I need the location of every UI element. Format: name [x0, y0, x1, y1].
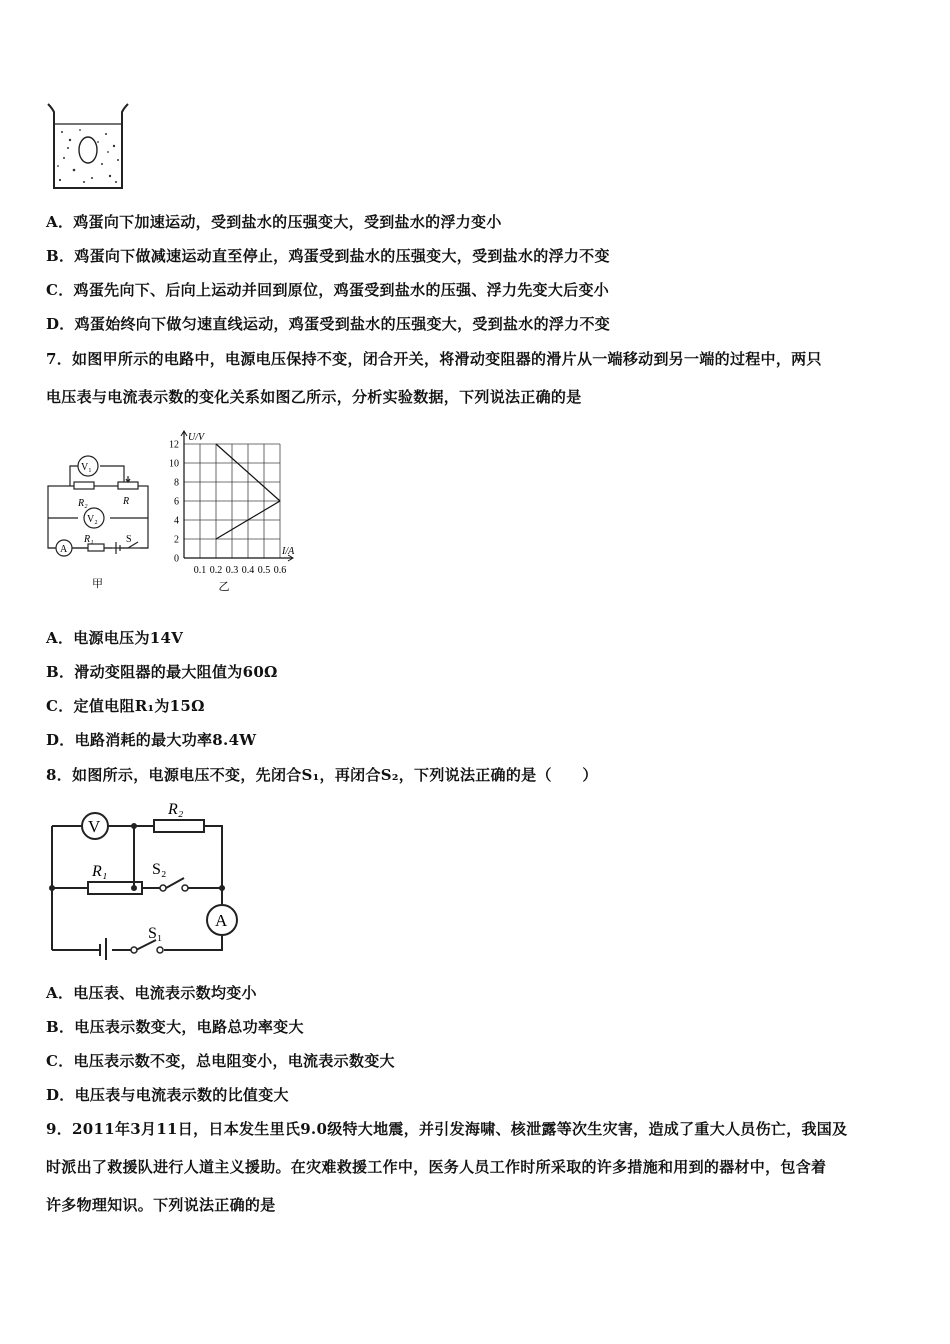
q8-option-a: A．电压表、电流表示数均变小 [46, 984, 257, 1002]
y-tick-label: 12 [169, 439, 179, 451]
y-tick-label: 2 [174, 534, 179, 546]
q7-r1-label: R₁ [84, 534, 94, 545]
q7-option-c: C．定值电阻R₁为15Ω [46, 697, 205, 715]
q7-circuit-caption: 甲 [92, 578, 103, 590]
q7-r2-label: R₂ [78, 498, 88, 509]
q6-option-b: B．鸡蛋向下做减速运动直至停止，鸡蛋受到盐水的压强变大，受到盐水的浮力不变 [46, 247, 610, 265]
q6-option-d: D．鸡蛋始终向下做匀速直线运动，鸡蛋受到盐水的压强变大，受到盐水的浮力不变 [46, 315, 611, 333]
q7-option-d: D．电路消耗的最大功率8.4W [46, 731, 257, 749]
q8-stem: 8．如图所示，电源电压不变，先闭合S₁，再闭合S₂，下列说法正确的是（ ） [46, 766, 598, 784]
q8-r1-label: R₁ [92, 863, 108, 880]
q8-option-b: B．电压表示数变大，电路总功率变大 [46, 1018, 304, 1036]
x-tick-label: 0.5 [257, 565, 271, 576]
y-tick-label: 6 [174, 496, 179, 508]
q7-graph-caption: 乙 [218, 581, 230, 593]
q7-option-b: B．滑动变阻器的最大阻值为60Ω [46, 663, 278, 681]
y-axis-label: U/V [188, 432, 205, 443]
q9-line2: 时派出了救援队进行人道主义援助。在灾难救援工作中，医务人员工作时所采取的许多措施和用到的器材中，包含着 [46, 1158, 827, 1176]
q7-v1-label: V₁ [81, 462, 92, 473]
x-tick-label: 0.2 [209, 565, 223, 576]
q7-r-label: R [123, 496, 130, 507]
q7-ammeter-label: A [60, 544, 68, 555]
q7-switch-label: S [126, 534, 132, 545]
q8-s1-label: S₁ [148, 925, 163, 942]
q9-line3: 许多物理知识。下列说法正确的是 [46, 1196, 276, 1214]
q8-voltmeter-label: V [88, 817, 101, 836]
x-axis-label: I/A [282, 546, 295, 557]
beaker-figure [44, 100, 130, 195]
q8-option-c: C．电压表示数不变，总电阻变小，电流表示数变大 [46, 1052, 395, 1070]
q7-stem-line2: 电压表与电流表示数的变化关系如图乙所示，分析实验数据，下列说法正确的是 [46, 388, 582, 406]
y-tick-label: 4 [174, 515, 179, 527]
x-tick-label: 0.6 [273, 565, 287, 576]
q8-circuit-figure [44, 798, 244, 960]
q6-option-a: A．鸡蛋向下加速运动，受到盐水的压强变大，受到盐水的浮力变小 [46, 213, 502, 231]
q7-graph-figure [158, 424, 308, 596]
q7-circuit-figure [40, 446, 160, 591]
q8-ammeter-label: A [215, 911, 228, 930]
x-tick-label: 0.1 [193, 565, 207, 576]
q7-stem-line1: 7．如图甲所示的电路中，电源电压保持不变，闭合开关，将滑动变阻器的滑片从一端移动到另一端的过程中，两只 [46, 350, 822, 368]
q8-r2-label: R₂ [168, 801, 184, 818]
q9-line1: 9．2011年3月11日，日本发生里氏9.0级特大地震，并引发海啸、核泄露等次生灾害，造成了重大人员伤亡，我国及 [46, 1120, 848, 1138]
x-tick-label: 0.3 [225, 565, 239, 576]
y-tick-label: 8 [174, 477, 179, 489]
q7-v2-label: V₂ [87, 514, 98, 525]
q8-s2-label: S₂ [152, 861, 167, 878]
y-tick-label: 10 [169, 458, 179, 470]
q7-option-a: A．电源电压为14V [46, 629, 184, 647]
x-tick-label: 0.4 [241, 565, 255, 576]
q6-option-c: C．鸡蛋先向下、后向上运动并回到原位，鸡蛋受到盐水的压强、浮力先变大后变小 [46, 281, 610, 299]
y-tick-label: 0 [174, 553, 179, 565]
q8-option-d: D．电压表与电流表示数的比值变大 [46, 1086, 289, 1104]
